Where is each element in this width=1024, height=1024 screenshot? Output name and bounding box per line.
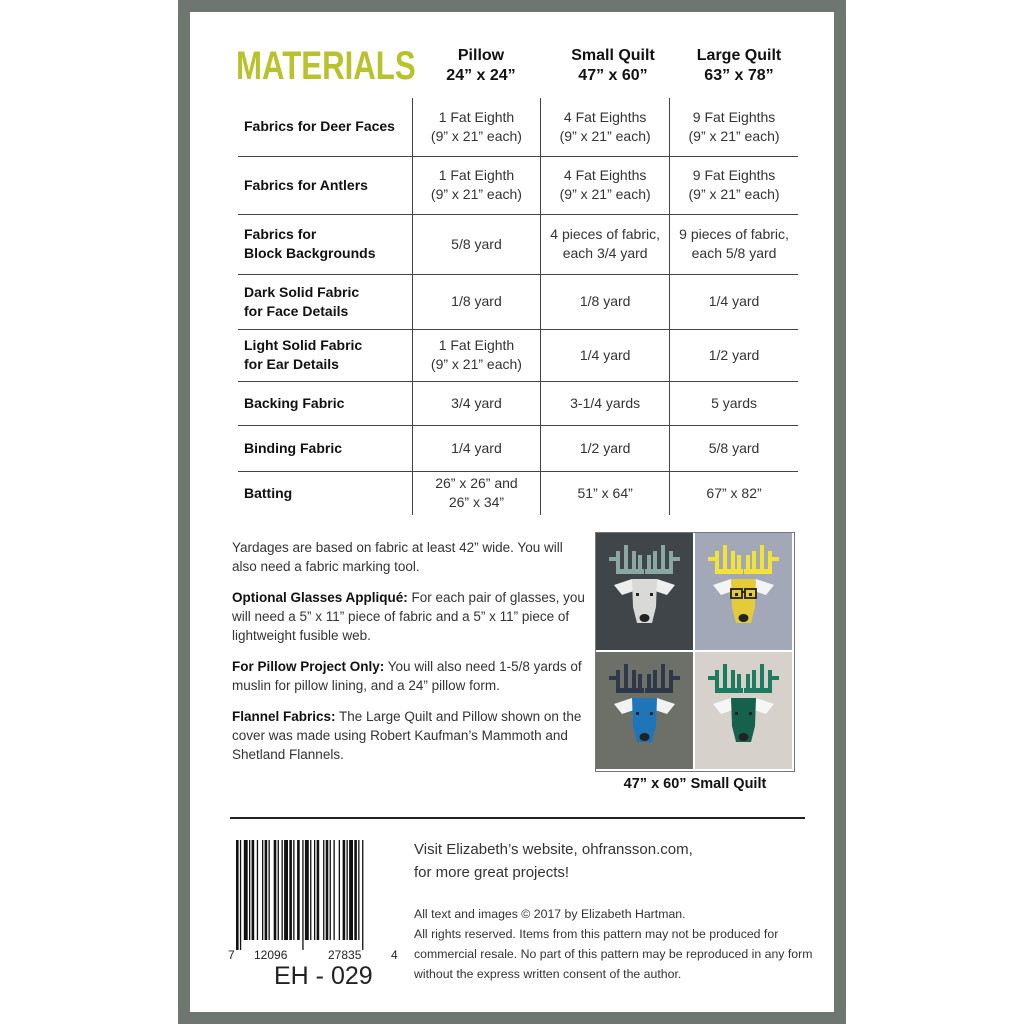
table-cell: 9 pieces of fabric, each 5/8 yard — [670, 214, 798, 274]
barcode-digits-right: 27835 — [328, 948, 362, 962]
barcode-digit-first: 7 — [228, 948, 235, 962]
materials-title: MATERIALS — [236, 44, 416, 88]
table-cell: 3/4 yard — [412, 381, 541, 425]
barcode — [236, 840, 402, 950]
table-cell: 67” x 82” — [670, 471, 798, 515]
table-cell: 1 Fat Eighth (9” x 21” each) — [412, 156, 541, 214]
deer-block — [695, 533, 792, 650]
deer-block — [596, 652, 693, 769]
table-row — [238, 329, 798, 381]
table-cell: 1/2 yard — [541, 425, 670, 471]
table-row — [238, 274, 798, 329]
yardage-note: Yardages are based on fabric at least 42” wide. You will also need a fabric marking tool. — [232, 540, 563, 574]
barcode-digit-last: 4 — [391, 948, 398, 962]
table-row — [238, 214, 798, 274]
notes — [232, 538, 587, 776]
row-label: Backing Fabric — [238, 381, 412, 425]
table-row — [238, 381, 798, 425]
table-cell: 9 Fat Eighths (9” x 21” each) — [670, 156, 798, 214]
row-label: Dark Solid Fabric for Face Details — [238, 274, 412, 329]
small-quilt-image — [595, 532, 795, 772]
row-label: Fabrics for Deer Faces — [238, 98, 412, 156]
table-cell: 5/8 yard — [412, 214, 541, 274]
table-cell: 9 Fat Eighths (9” x 21” each) — [670, 98, 798, 156]
deer-icon — [695, 652, 792, 769]
pillow-note: For Pillow Project Only: You will also need 1-5/8 yards of muslin for pillow lining, and a 24” pillow form. — [232, 659, 582, 693]
table-cell: 4 Fat Eighths (9” x 21” each) — [541, 98, 670, 156]
table-cell: 51” x 64” — [541, 471, 670, 515]
table-row — [238, 471, 798, 515]
divider — [230, 817, 805, 819]
table-cell: 1/4 yard — [541, 329, 670, 381]
row-label: Fabrics for Antlers — [238, 156, 412, 214]
copyright: All text and images © 2017 by Elizabeth Hartman. All rights reserved. Items from this pattern may not be produced for commercial resale. No part of this pattern may be reproduced in any form without the express written consent of the author. — [414, 907, 813, 981]
deer-icon — [596, 652, 693, 769]
barcode-digits-left: 12096 — [254, 948, 288, 962]
deer-icon — [695, 533, 792, 650]
table-cell: 1 Fat Eighth (9” x 21” each) — [412, 98, 541, 156]
table-row — [238, 156, 798, 214]
glasses-note: Optional Glasses Appliqué: For each pair of glasses, you will need a 5” x 11” piece of fabric and a 5” x 11” piece of lightweight fusible web. — [232, 590, 585, 643]
website-note: Visit Elizabeth’s website, ohfransson.com, for more great projects! — [414, 841, 693, 881]
column-header-small-quilt: Small Quilt 47” x 60” — [571, 47, 655, 84]
table-row — [238, 98, 798, 156]
table-cell: 5/8 yard — [670, 425, 798, 471]
table-cell: 1/4 yard — [670, 274, 798, 329]
table-cell: 26” x 26” and 26” x 34” — [412, 471, 541, 515]
deer-block — [695, 652, 792, 769]
table-cell: 5 yards — [670, 381, 798, 425]
deer-icon — [596, 533, 693, 650]
table-cell: 3-1/4 yards — [541, 381, 670, 425]
row-label: Fabrics for Block Backgrounds — [238, 214, 412, 274]
table-row — [238, 425, 798, 471]
table-cell: 4 pieces of fabric, each 3/4 yard — [541, 214, 670, 274]
table-cell: 4 Fat Eighths (9” x 21” each) — [541, 156, 670, 214]
column-header-pillow: Pillow 24” x 24” — [446, 47, 516, 84]
materials-table — [238, 98, 798, 515]
table-cell: 1/2 yard — [670, 329, 798, 381]
pattern-code: EH - 029 — [274, 962, 373, 990]
table-cell: 1/8 yard — [412, 274, 541, 329]
table-cell: 1 Fat Eighth (9” x 21” each) — [412, 329, 541, 381]
quilt-caption: 47” x 60” Small Quilt — [623, 776, 767, 792]
deer-block — [596, 533, 693, 650]
row-label: Batting — [244, 484, 293, 501]
table-cell: 1/4 yard — [412, 425, 541, 471]
column-header-large-quilt: Large Quilt 63” x 78” — [696, 47, 782, 84]
flannel-note: Flannel Fabrics: The Large Quilt and Pillow shown on the cover was made using Robert Kaufman’s Mammoth and Shetland Flannels. — [232, 709, 582, 762]
row-label: Light Solid Fabric for Ear Details — [238, 329, 412, 381]
row-label: Binding Fabric — [238, 425, 412, 471]
pattern-back-page — [190, 12, 834, 1012]
table-cell: 1/8 yard — [541, 274, 670, 329]
